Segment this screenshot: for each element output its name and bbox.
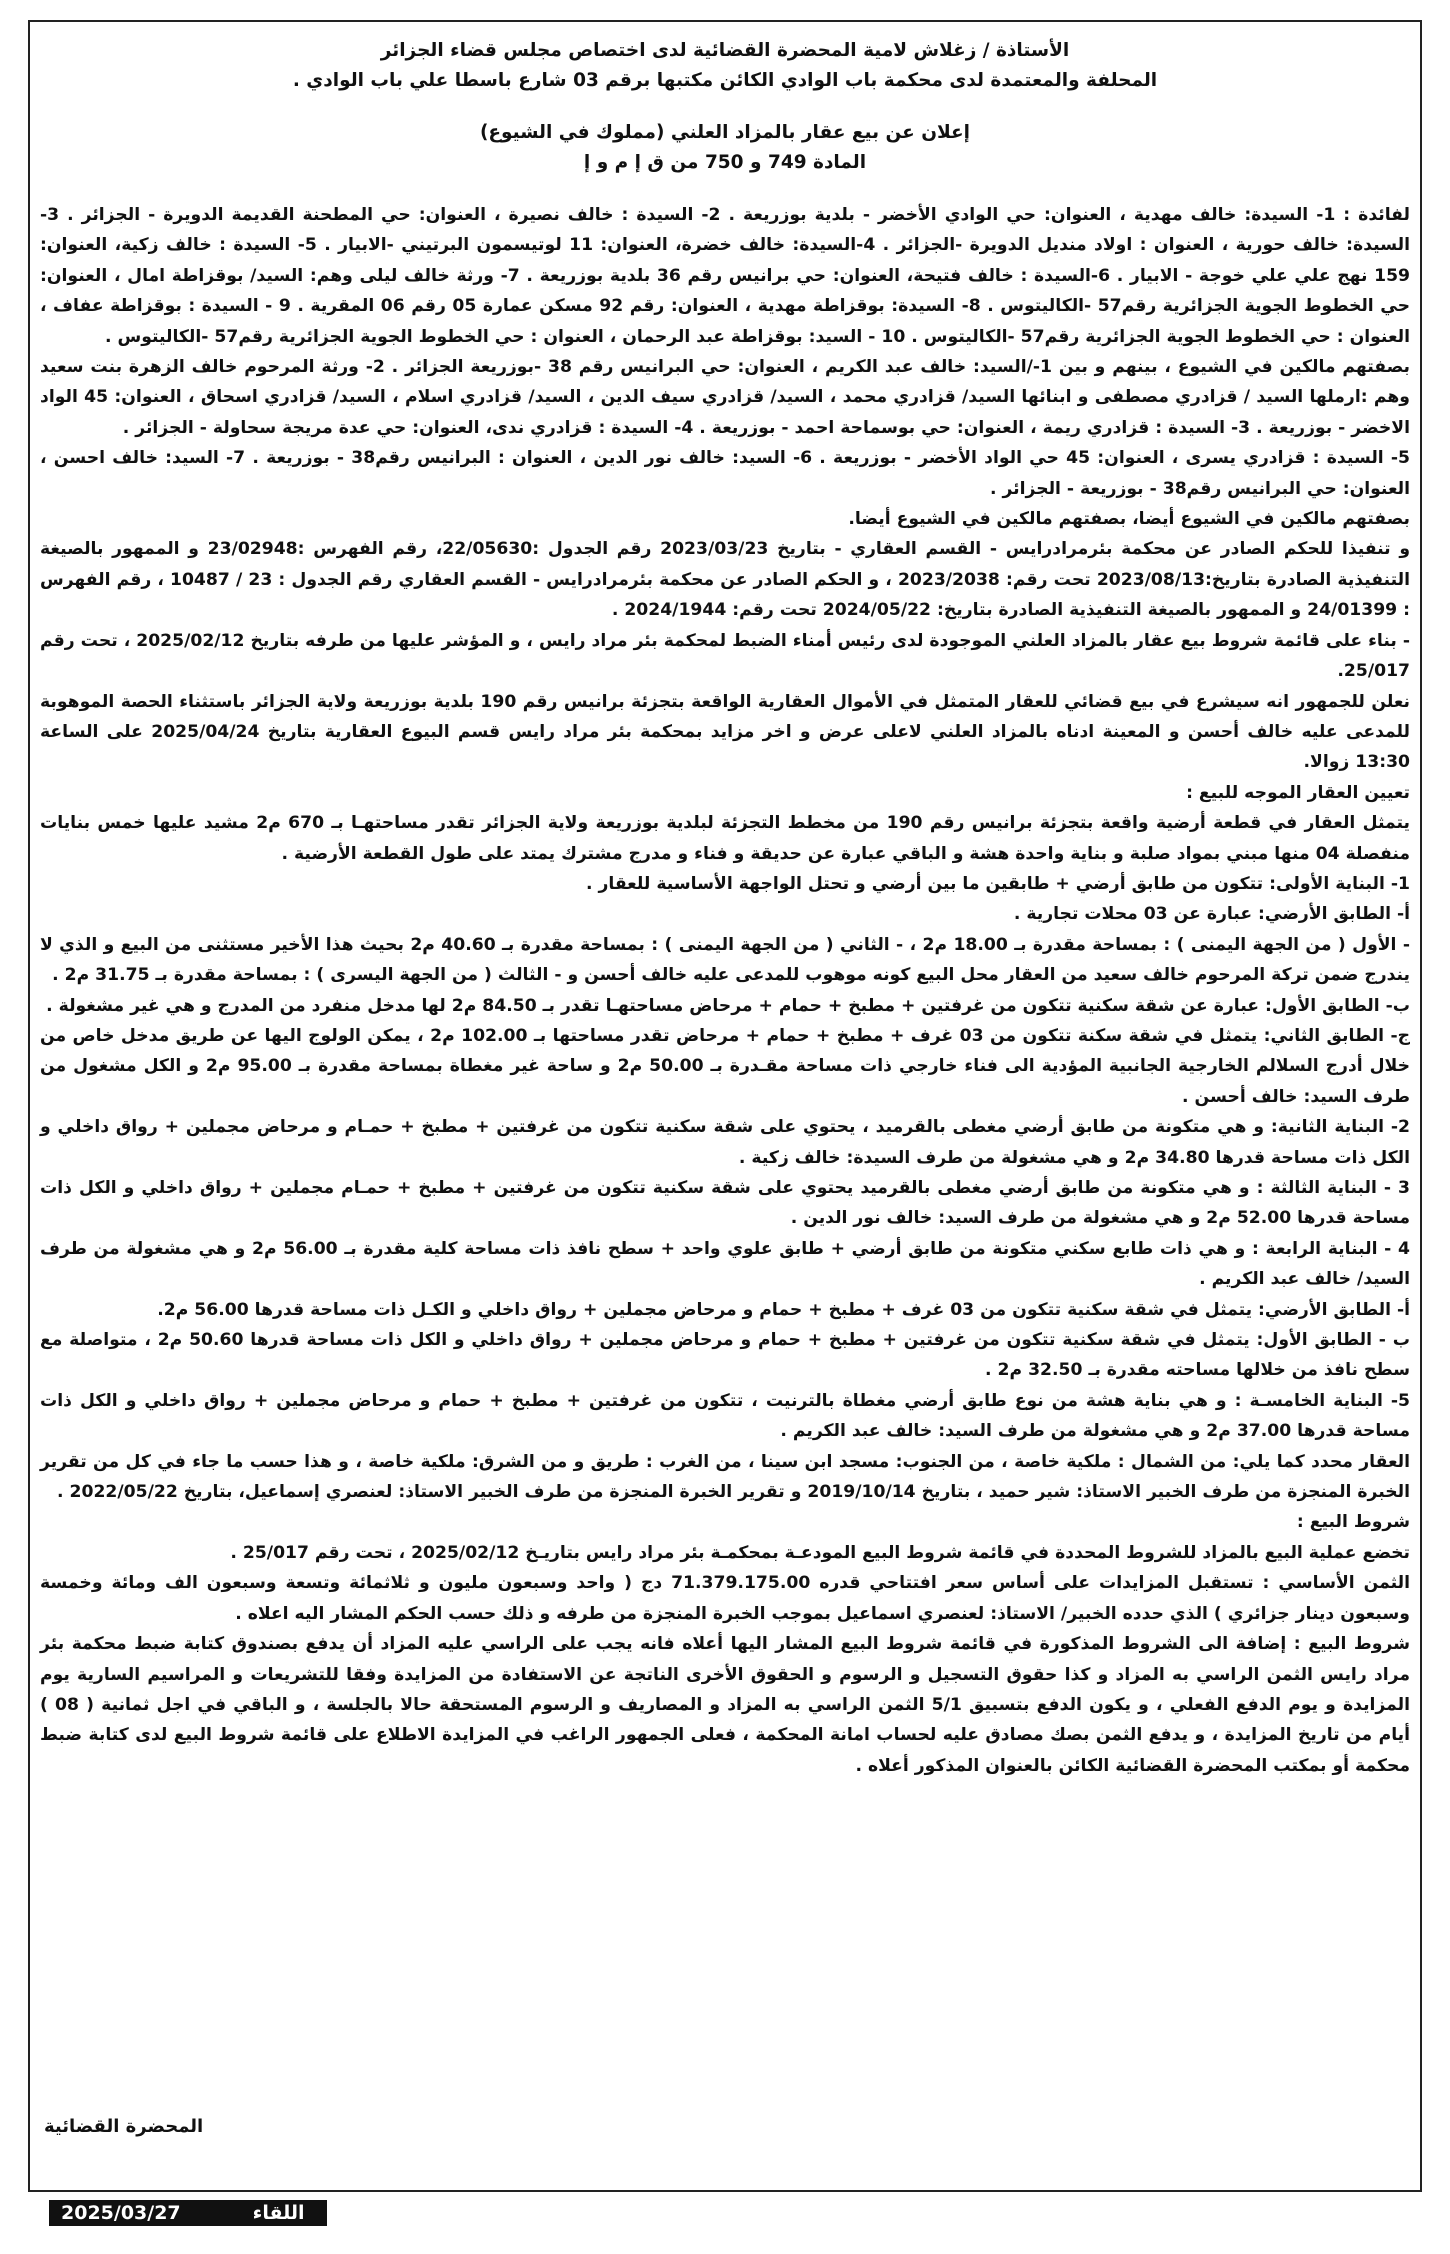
announcement-body	[40, 36, 1410, 1781]
paragraph: 1- البناية الأولى: تتكون من طابق أرضي + طابقين ما بين أرضي و تحتل الواجهة الأساسية للعقار .	[585, 873, 1410, 894]
paragraph: ب - الطابق الأول: يتمثل في شقة سكنية تتكون من غرفتين + مطبخ + حمام و مرحاض مجملين + رواق داخلي و الكل ذات مساحة قدرها 50.60 م2 ، متواصلة مع سطح نافذ من خلالها مساحته مقدرة بـ 32.50 م2 .	[40, 1330, 1410, 1381]
paragraph: شروط البيع :	[1296, 1512, 1410, 1533]
paragraph: أ- الطابق الأرضي: يتمثل في شقة سكنية تتكون من 03 غرف + مطبخ + حمام و مرحاض مجملين + رواق داخلي و الكـل ذات مساحة قدرها 56.00 م2.	[157, 1299, 1410, 1320]
paragraph: لفائدة : 1- السيدة: خالف مهدية ، العنوان: حي الوادي الأخضر - بلدية بوزريعة . 2- السيدة : خالف نصيرة ، العنوان: حي المطحنة القديمة الدويرة - الجزائر . 3- السيدة: خالف حورية ، العنوان : اولاد منديل الدويرة -الجزائر . 4-السيدة: خالف خضرة، العنوان: 11 لوتيسمون البرتيني -الابيار . 5- السيدة : خالف زكية، العنوان: 159 نهج علي علي خوجة - الابيار . 6-السيدة : خالف فتيحة، العنوان: حي برانيس رقم 36 بلدية بوزريعة . 7- ورثة خالف ليلى وهم: السيد/ بوقزاطة امال ، العنوان: حي الخطوط الجوية الجزائرية رقم57 -الكاليتوس . 8- السيدة: بوقزاطة مهدية ، العنوان: رقم 92 مسكن عمارة 05 رقم 06 المقرية . 9 - السيدة : بوقزاطة عفاف ، العنوان : حي الخطوط الجوية الجزائرية رقم57 -الكاليتوس . 10 - السيد: بوقزاطة عبد الرحمان ، العنوان : حي الخطوط الجوية الجزائرية رقم57 -الكاليتوس .	[40, 205, 1411, 347]
bailiff-address: المحلفة والمعتمدة لدى محكمة باب الوادي الكائن مكتبها برقم 03 شارع باسطا علي باب الوادي .	[292, 70, 1158, 91]
announcement-title: إعلان عن بيع عقار بالمزاد العلني (مملوك في الشيوع)	[479, 122, 971, 143]
bailiff-name: الأستاذة / زغلاش لامية المحضرة القضائية لدى اختصاص مجلس قضاء الجزائر	[380, 40, 1070, 61]
newspaper-name: اللقاء	[193, 2200, 327, 2226]
paragraph: 2- البناية الثانية: و هي متكونة من طابق أرضي مغطى بالقرميد ، يحتوي على شقة سكنية تتكون من غرفتين + مطبخ + حمـام و مرحاض مجملين + رواق داخلي و الكل ذات مساحة قدرها 34.80 م2 و هي مشغولة من طرف السيدة: خالف زكية .	[40, 1117, 1410, 1168]
paragraph: و تنفيذا للحكم الصادر عن محكمة بئرمرادرايس - القسم العقاري - بتاريخ 2023/03/23 رقم الجدول :22/05630، رقم الفهرس :23/02948 و الممهور بالصيغة التنفيذية الصادرة بتاريخ:2023/08/13 تحت رقم: 2023/2038 ، و الحكم الصادر عن محكمة بئرمرادرايس - القسم العقاري رقم الجدول : 23 / 10487 ، رقم الفهرس : 24/01399 و الممهور بالصيغة التنفيذية الصادرة بتاريخ: 2024/05/22 تحت رقم: 2024/1944 .	[40, 539, 1410, 621]
announcement-header	[40, 36, 1410, 200]
paragraph: تخضع عملية البيع بالمزاد للشروط المحددة في قائمة شروط البيع المودعـة بمحكمـة بئر مراد رايس بتاريـخ 2025/02/12 ، تحت رقم 25/017 .	[230, 1542, 1410, 1563]
announcement-paragraphs	[40, 200, 1410, 1781]
paragraph: العقار محدد كما يلي: من الشمال : ملكية خاصة ، من الجنوب: مسجد ابن سينا ، من الغرب : طريق و من الشرق: ملكية خاصة ، و هذا حسب ما جاء في كل من تقرير الخبرة المنجزة من طرف الخبير الاستاذ: شير حميد ، بتاريخ 2019/10/14 و تقرير الخبرة المنجزة من طرف الخبير الاستاذ: لعنصري إسماعيل، بتاريخ 2022/05/22 .	[40, 1451, 1410, 1503]
paragraph: بصفتهم مالكين في الشيوع ، بينهم و بين 1-/السيد: خالف عبد الكريم ، العنوان: حي البرانيس رقم 38 -بوزريعة الجزائر . 2- ورثة المرحوم خالف الزهرة بنت سعيد وهم :ارملها السيد / قزادري مصطفى و ابنائها السيد/ قزادري محمد ، السيد/ قزادري سيف الدين ، السيد/ قزادري اسلام ، السيد/ قزادري اسحاق ، العنوان: 45 الواد الاخضر - بوزريعة . 3- السيدة : قزادري ريمة ، العنوان: حي بوسماحة احمد - بوزريعة . 4- السيدة : قزادري ندى، العنوان: حي عدة مريجة سحاولة - الجزائر .	[40, 357, 1411, 438]
paragraph: 5- السيدة : قزادري يسرى ، العنوان: 45 حي الواد الأخضر - بوزريعة . 6- السيد: خالف نور الدين ، العنوان : البرانيس رقم38 - بوزريعة . 7- السيد: خالف احسن ، العنوان: حي البرانيس رقم38 - بوزريعة - الجزائر .	[40, 448, 1410, 499]
paragraph: شروط البيع : إضافة الى الشروط المذكورة في قائمة شروط البيع المشار اليها أعلاه فانه يجب على الراسي عليه المزاد أن يدفع بصندوق كتابة ضبط محكمة بئر مراد رايس الثمن الراسي به المزاد و كذا حقوق التسجيل و الرسوم و الحقوق الأخرى الناتجة عن الاستفادة من المزايدة وفقا للتشريعات و المراسيم السارية يوم المزايدة و يوم الدفع الفعلي ، و يكون الدفع بتسبيق 5/1 الثمن الراسي به المزاد و المصاريف و الرسوم المستحقة حالا بالجلسة ، و الباقي في اجل ثمانية ( 08 ) أيام من تاريخ المزايدة ، و يدفع الثمن بصك مصادق عليه لحساب امانة المحكمة ، فعلى الجمهور الراغب في المزايدة الاطلاع على قائمة شروط البيع لدى كتابة ضبط محكمة أو بمكتب المحضرة القضائية الكائن بالعنوان المذكور أعلاه .	[40, 1634, 1410, 1776]
publication-date: 2025/03/27	[46, 2200, 193, 2226]
signature: المحضرة القضائية	[44, 2116, 204, 2137]
paragraph: 4 - البناية الرابعة : و هي ذات طابع سكني متكونة من طابق أرضي + طابق علوي واحد + سطح نافذ ذات مساحة كلية مقدرة بـ 56.00 م2 و هي مشغولة من طرف السيد/ خالف عبد الكريم .	[40, 1238, 1410, 1290]
footer-bar	[46, 2200, 327, 2226]
paragraph: ب- الطابق الأول: عبارة عن شقة سكنية تتكون من غرفتين + مطبخ + حمام + مرحاض مساحتهـا تقدر بـ 84.50 م2 لها مدخل منفرد من المدرج و هي غير مشغولة .	[46, 995, 1410, 1016]
paragraph: الثمن الأساسي : تستقبل المزايدات على أساس سعر افتتاحي قدره 71.379.175.00 دج ( واحد وسبعون مليون و ثلاثمائة وتسعة وسبعون الف ومائة وخمسة وسبعون دينار جزائري ) الذي حدده الخبير/ الاستاذ: لعنصري اسماعيل بموجب الخبرة المنجزة من طرفه و ذلك حسب الحكم المشار اليه اعلاه .	[40, 1573, 1410, 1624]
paragraph: 5- البناية الخامسـة : و هي بناية هشة من نوع طابق أرضي مغطاة بالترنيت ، تتكون من غرفتين + مطبخ + حمام و مرحاض مجملين + رواق داخلي و الكل ذات مساحة قدرها 37.00 م2 و هي مشغولة من طرف السيد: خالف عبد الكريم .	[40, 1390, 1410, 1442]
paragraph: بصفتهم مالكين في الشيوع أيضا، بصفتهم مالكين في الشيوع أيضا.	[848, 509, 1410, 530]
legal-article: المادة 749 و 750 من ق إ م و إ	[583, 152, 867, 173]
paragraph: - بناء على قائمة شروط بيع عقار بالمزاد العلني الموجودة لدى رئيس أمناء الضبط لمحكمة بئر مراد رايس ، و المؤشر عليها من طرفه بتاريخ 2025/02/12 ، تحت رقم 25/017.	[40, 630, 1410, 682]
paragraph: نعلن للجمهور انه سيشرع في بيع قضائي للعقار المتمثل في الأموال العقارية الواقعة بتجزئة برانيس رقم 190 بلدية بوزريعة ولاية الجزائر باستثناء الحصة الموهوبة للمدعى عليه خالف أحسن و المعينة ادناه بالمزاد العلني لاعلى عرض و اخر مزايد بمحكمة بئر مراد رايس قسم البيوع العقارية بتاريخ 2025/04/24 على الساعة 13:30 زوالا.	[40, 691, 1410, 773]
paragraph: تعيين العقار الموجه للبيع :	[1186, 782, 1410, 803]
paragraph: 3 - البناية الثالثة : و هي متكونة من طابق أرضي مغطى بالقرميد يحتوي على شقة سكنية تتكون من غرفتين + مطبخ + حمـام مجملين + رواق داخلي و الكل ذات مساحة قدرها 52.00 م2 و هي مشغولة من طرف السيد: خالف نور الدين .	[40, 1178, 1410, 1229]
paragraph: أ- الطابق الأرضي: عبارة عن 03 محلات تجارية .	[1013, 904, 1410, 925]
paragraph: ج- الطابق الثاني: يتمثل في شقة سكنة تتكون من 03 غرف + مطبخ + حمام + مرحاض تقدر مساحتها بـ 102.00 م2 ، يمكن الولوج اليها عن طريق مدخل خاص من خلال أدرج السلالم الخارجية الجانبية المؤدية الى فناء خارجي ذات مساحة مقـدرة بـ 50.00 م2 و ساحة غير مغطاة بمساحة مقدرة بـ 95.00 م2 و الكل مشغول من طرف السيد: خالف أحسن .	[40, 1025, 1410, 1107]
paragraph: - الأول ( من الجهة اليمنى ) : بمساحة مقدرة بـ 18.00 م2 ، - الثاني ( من الجهة اليمنى ) : بمساحة مقدرة بـ 40.60 م2 بحيث هذا الأخير مستثنى من البيع و الذي لا يندرج ضمن تركة المرحوم خالف سعيد من العقار محل البيع كونه موهوب للمدعى عليه خالف أحسن و - الثالث ( من الجهة اليسرى ) : بمساحة مقدرة بـ 31.75 م2 .	[40, 934, 1410, 986]
paragraph: يتمثل العقار في قطعة أرضية واقعة بتجزئة برانيس رقم 190 من مخطط التجزئة لبلدية بوزريعة ولاية الجزائر تقدر مساحتهـا بـ 670 م2 مشيد عليها خمس بنايات منفصلة 04 منها مبني بمواد صلبة و بناية واحدة هشة و الباقي عبارة عن حديقة و فناء و مدرج مشترك يمتد على طول القطعة الأرضية .	[40, 813, 1410, 864]
